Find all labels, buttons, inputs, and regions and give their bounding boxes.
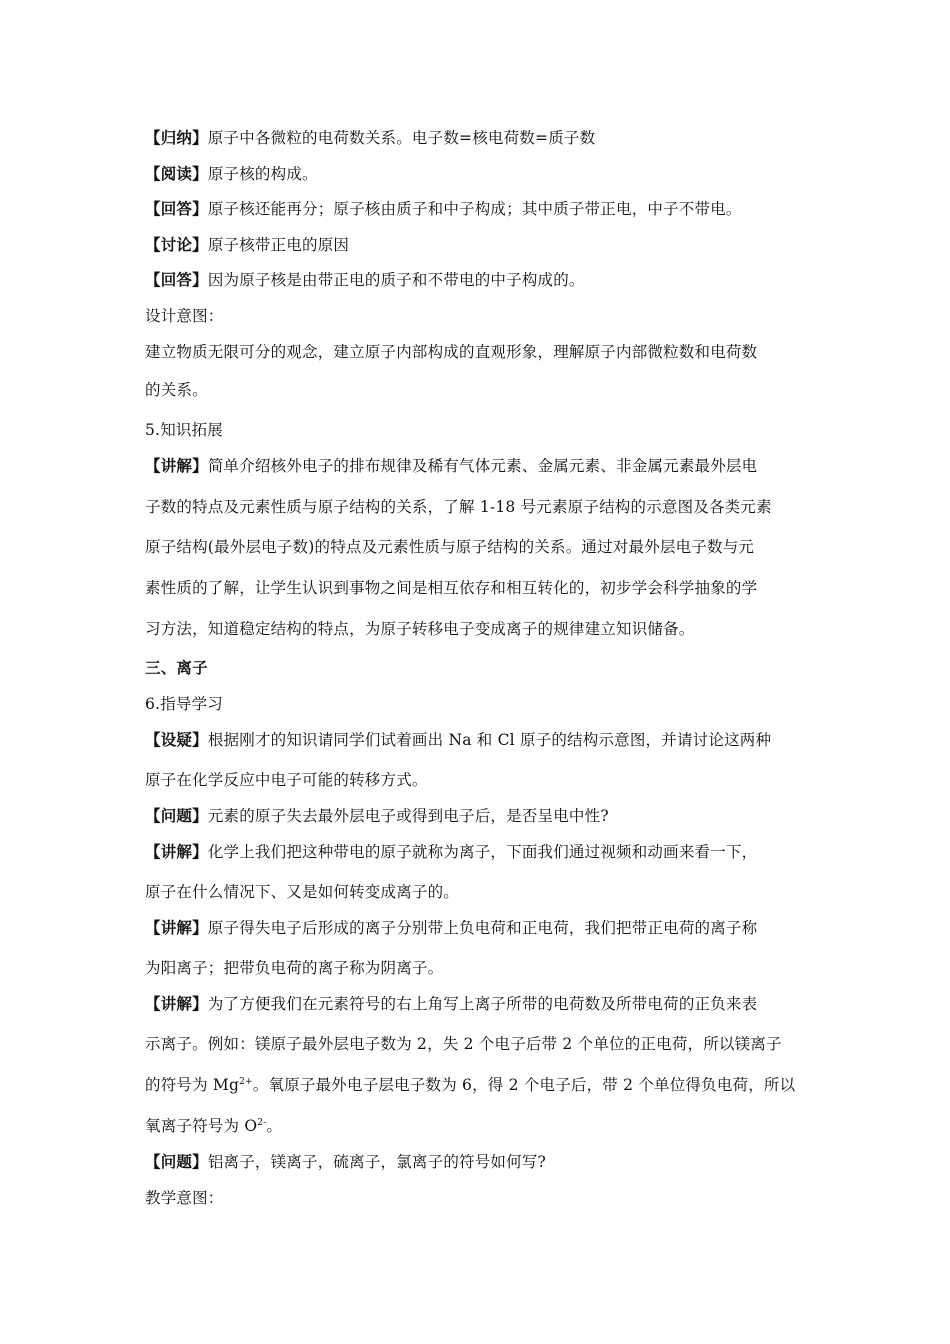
paragraph-line xyxy=(145,918,825,938)
section-tag: 【讲解】 xyxy=(145,456,208,475)
paragraph-line xyxy=(145,770,825,790)
line-text: 建立物质无限可分的观念，建立原子内部构成的直观形象，理解原子内部微粒数和电荷数 xyxy=(145,343,758,361)
paragraph-line xyxy=(145,1075,825,1095)
section-tag: 【归纳】 xyxy=(145,128,208,147)
section-tag: 【回答】 xyxy=(145,270,208,289)
section-tag: 【设疑】 xyxy=(145,730,208,749)
paragraph-line xyxy=(145,270,825,290)
section-tag: 【问题】 xyxy=(145,806,208,825)
line-text: 子数的特点及元素性质与原子结构的关系，了解 1-18 号元素原子结构的示意图及各类元素 xyxy=(145,498,772,516)
paragraph-line xyxy=(145,806,825,826)
line-text: 的关系。 xyxy=(145,381,208,399)
paragraph-line xyxy=(145,456,825,476)
line-text: 铝离子，镁离子，硫离子，氯离子的符号如何写? xyxy=(207,1153,547,1171)
line-text: 6.指导学习 xyxy=(145,695,223,713)
paragraph-line xyxy=(145,842,825,862)
paragraph-line xyxy=(145,306,825,326)
line-text: 因为原子核是由带正电的质子和不带电的中子构成的。 xyxy=(207,271,585,289)
line-text: 根据刚才的知识请同学们试着画出 Na 和 Cl 原子的结构示意图，并请讨论这两种 xyxy=(207,731,772,749)
paragraph-line xyxy=(145,619,825,639)
line-text: 为阳离子；把带负电荷的离子称为阴离子。 xyxy=(145,959,444,977)
section-heading xyxy=(145,658,825,678)
paragraph-line xyxy=(145,537,825,557)
ion-charge-superscript: 2+ xyxy=(239,1077,253,1087)
line-text: 素性质的了解，让学生认识到事物之间是相互依存和相互转化的，初步学会科学抽象的学 xyxy=(145,579,758,597)
line-text: 为了方便我们在元素符号的右上角写上离子所带的电荷数及所带电荷的正负来表 xyxy=(207,995,758,1013)
paragraph-line xyxy=(145,1188,825,1208)
paragraph-line xyxy=(145,380,825,400)
paragraph-line xyxy=(145,128,825,148)
section-tag: 【讲解】 xyxy=(145,842,208,861)
ion-charge-superscript: 2- xyxy=(257,1118,267,1128)
paragraph-line xyxy=(145,1034,825,1054)
paragraph-line xyxy=(145,497,825,517)
line-text: 原子结构(最外层电子数)的特点及元素性质与原子结构的关系。通过对最外层电子数与元 xyxy=(145,538,755,556)
section-tag: 【问题】 xyxy=(145,1152,208,1171)
line-text: 的符号为 Mg xyxy=(145,1076,240,1094)
paragraph-line xyxy=(145,1152,825,1172)
paragraph-line xyxy=(145,235,825,255)
section-tag: 【阅读】 xyxy=(145,164,208,183)
line-text: 原子中各微粒的电荷数关系。电子数=核电荷数=质子数 xyxy=(207,129,596,147)
line-text: 简单介绍核外电子的排布规律及稀有气体元素、金属元素、非金属元素最外层电 xyxy=(207,457,758,475)
line-text: 设计意图： xyxy=(145,307,224,325)
paragraph-line xyxy=(145,578,825,598)
section-number xyxy=(145,694,825,714)
line-text: 原子核带正电的原因 xyxy=(207,236,350,254)
line-text: 原子核还能再分；原子核由质子和中子构成；其中质子带正电，中子不带电。 xyxy=(207,200,742,218)
paragraph-line xyxy=(145,164,825,184)
paragraph-line xyxy=(145,958,825,978)
paragraph-line xyxy=(145,1116,825,1136)
line-text: 原子得失电子后形成的离子分别带上负电荷和正电荷，我们把带正电荷的离子称 xyxy=(207,919,758,937)
section-tag: 【讲解】 xyxy=(145,994,208,1013)
line-text: 教学意图： xyxy=(145,1189,224,1207)
paragraph-line xyxy=(145,882,825,902)
paragraph-line xyxy=(145,342,825,362)
section-tag: 【回答】 xyxy=(145,199,208,218)
line-text: 氧离子符号为 O xyxy=(145,1117,258,1135)
line-text-continued: 。氧原子最外电子层电子数为 6，得 2 个电子后，带 2 个单位得负电荷，所以 xyxy=(252,1076,796,1094)
line-text: 三、离子 xyxy=(145,659,208,677)
line-text: 原子在什么情况下、又是如何转变成离子的。 xyxy=(145,883,460,901)
paragraph-line xyxy=(145,994,825,1014)
line-text-continued: 。 xyxy=(266,1117,283,1135)
line-text: 5.知识拓展 xyxy=(145,421,223,439)
section-tag: 【讨论】 xyxy=(145,235,208,254)
section-number xyxy=(145,420,825,440)
line-text: 化学上我们把这种带电的原子就称为离子，下面我们通过视频和动画来看一下， xyxy=(207,843,758,861)
paragraph-line xyxy=(145,199,825,219)
line-text: 元素的原子失去最外层电子或得到电子后，是否呈电中性? xyxy=(207,807,609,825)
paragraph-line xyxy=(145,730,825,750)
line-text: 原子核的构成。 xyxy=(207,165,318,183)
section-tag: 【讲解】 xyxy=(145,918,208,937)
line-text: 原子在化学反应中电子可能的转移方式。 xyxy=(145,771,428,789)
line-text: 习方法，知道稳定结构的特点，为原子转移电子变成离子的规律建立知识储备。 xyxy=(145,620,695,638)
line-text: 示离子。例如：镁原子最外层电子数为 2，失 2 个电子后带 2 个单位的正电荷，所以镁离子 xyxy=(145,1035,782,1053)
